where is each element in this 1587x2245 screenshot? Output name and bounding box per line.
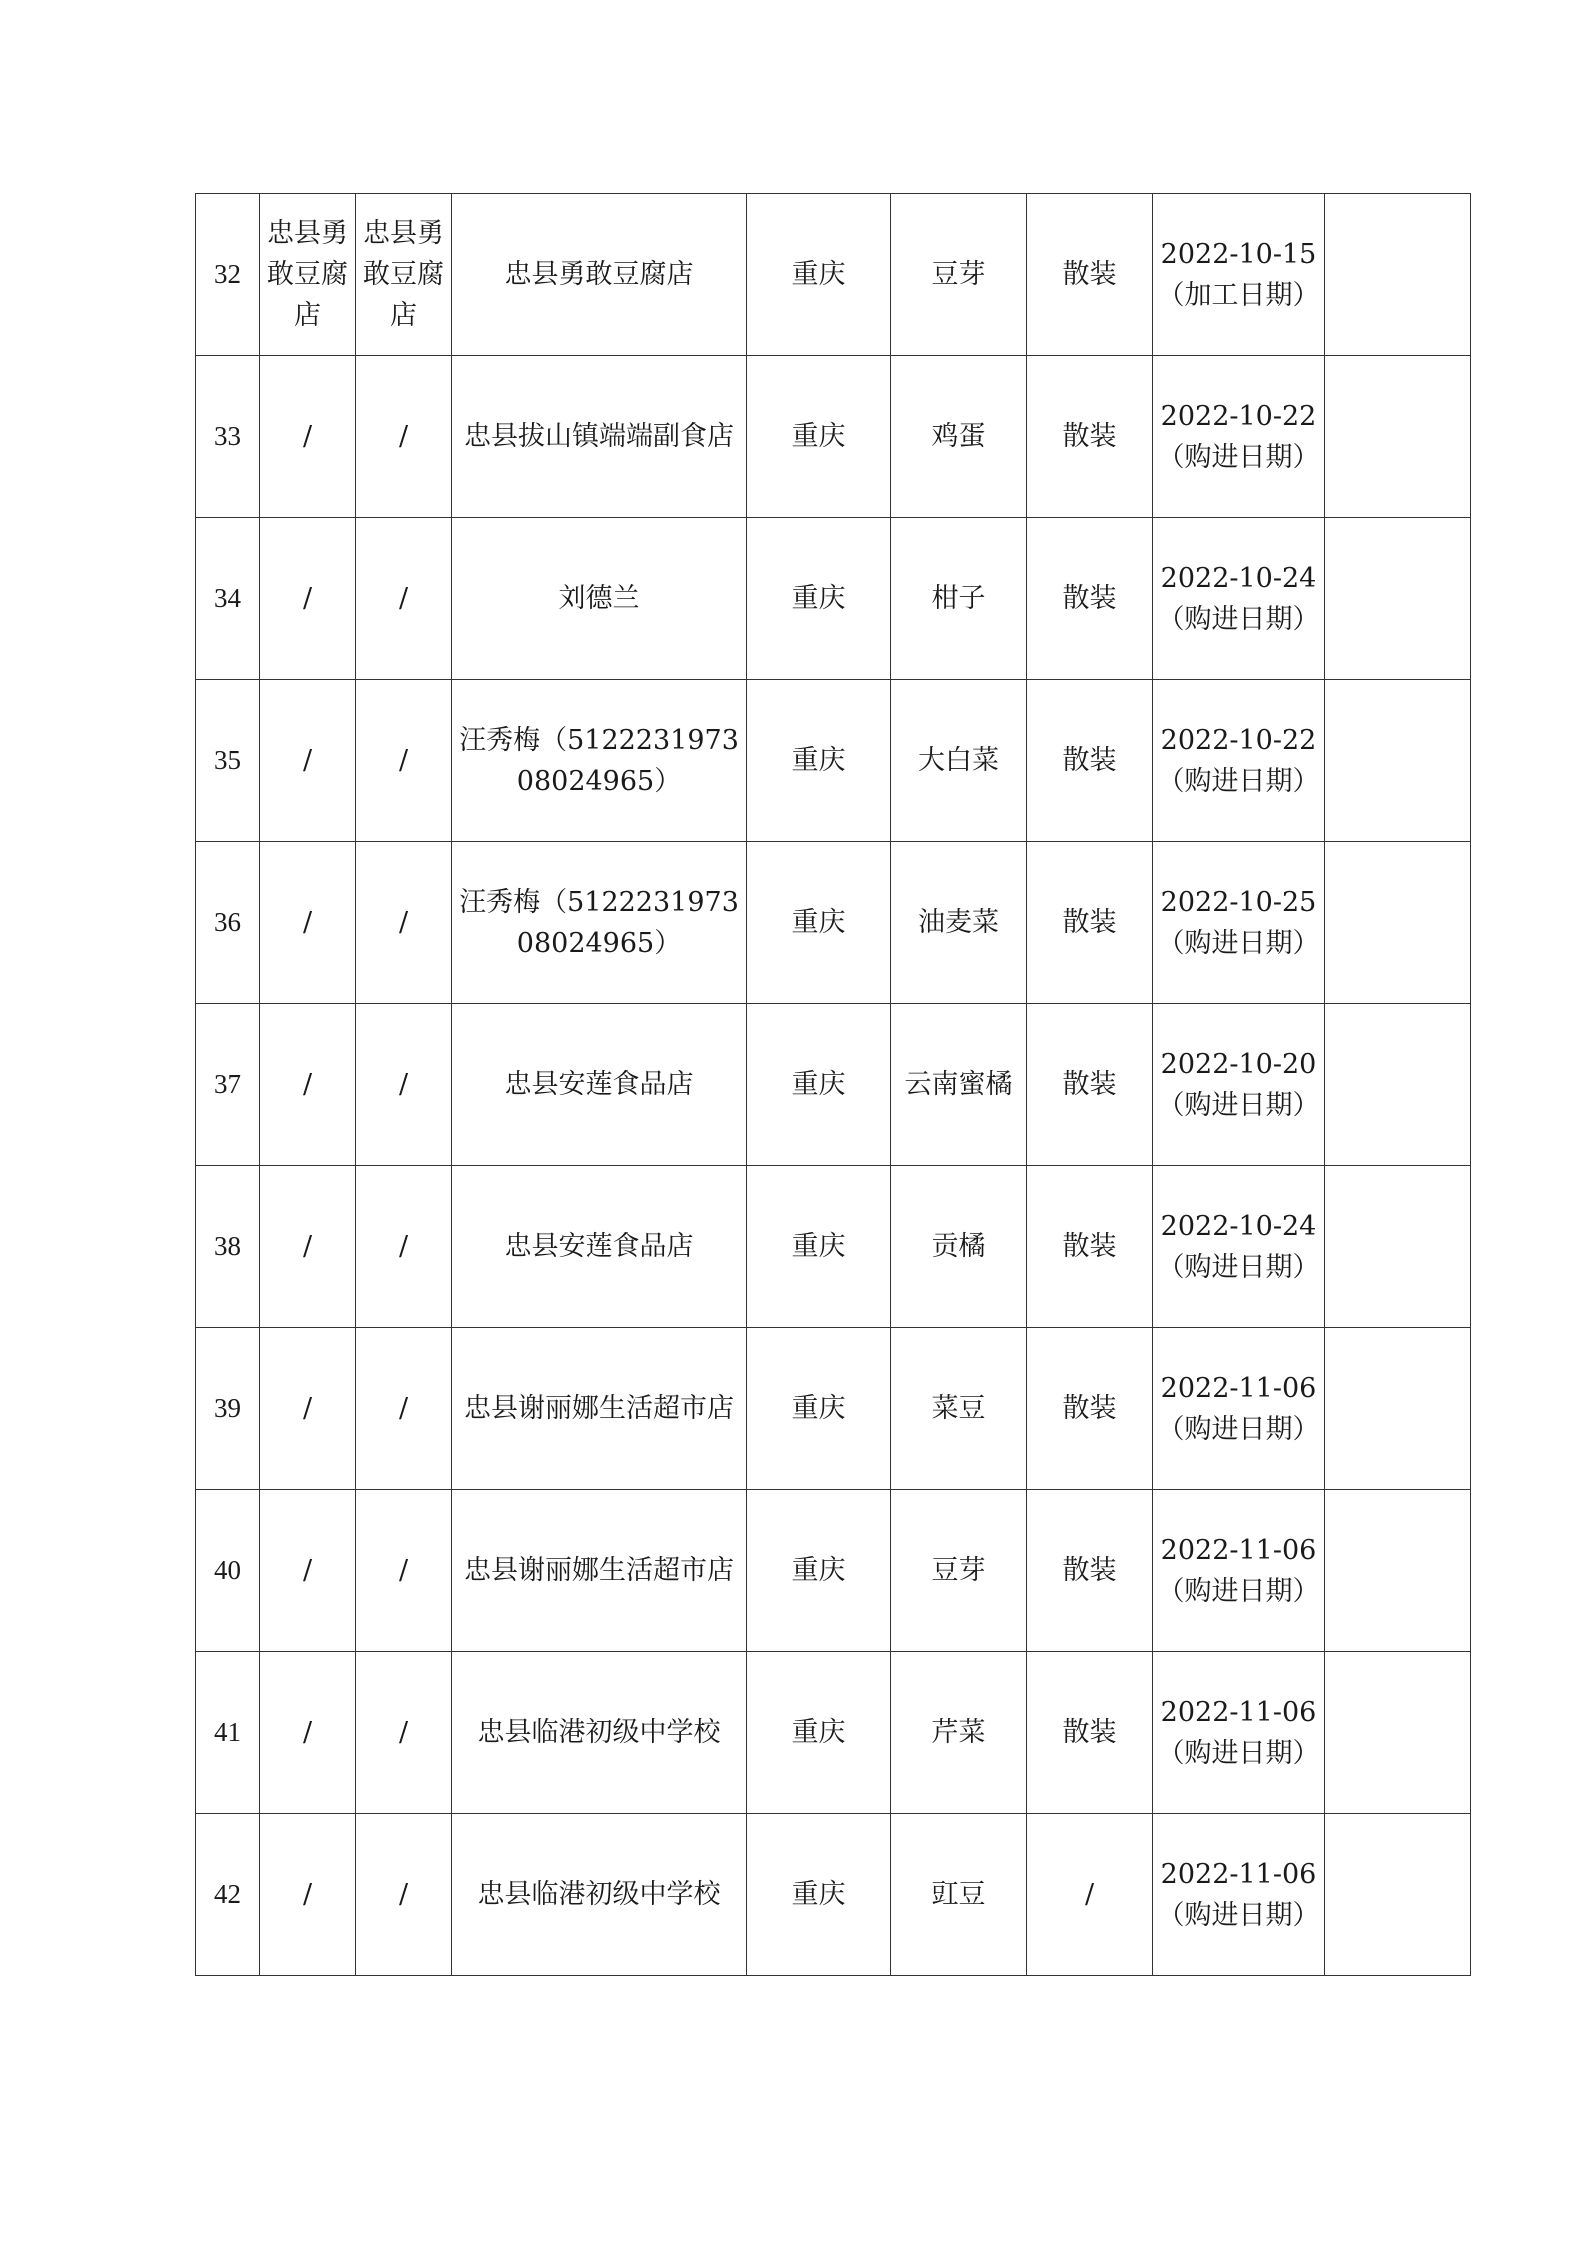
sampling-results-table — [195, 193, 1471, 1976]
producer-name-cell: / — [260, 1652, 356, 1814]
seller-name-cell: 忠县临港初级中学校 — [452, 1814, 747, 1976]
producer-name-cell: / — [260, 680, 356, 842]
sample-name-cell: 贡橘 — [891, 1166, 1027, 1328]
date-value: 2022-10-22 — [1160, 724, 1317, 756]
region-cell: 重庆 — [747, 194, 891, 356]
row-number-cell: 36 — [196, 842, 260, 1004]
row-number-cell: 39 — [196, 1328, 260, 1490]
region-cell: 重庆 — [747, 1814, 891, 1976]
date-value: 2022-10-24 — [1160, 1210, 1317, 1242]
producer-address-cell: / — [356, 1814, 452, 1976]
date-cell — [1153, 1490, 1325, 1652]
remark-cell — [1325, 1652, 1471, 1814]
seller-name-cell: 汪秀梅（512223197308024965） — [452, 842, 747, 1004]
producer-address-cell: / — [356, 680, 452, 842]
remark-cell — [1325, 194, 1471, 356]
producer-address-cell: / — [356, 1328, 452, 1490]
producer-name-cell: / — [260, 1166, 356, 1328]
row-number-cell: 38 — [196, 1166, 260, 1328]
date-cell — [1153, 1328, 1325, 1490]
region-cell: 重庆 — [747, 680, 891, 842]
date-value: 2022-10-24 — [1160, 562, 1317, 594]
remark-cell — [1325, 1814, 1471, 1976]
sample-name-cell: 豆芽 — [891, 1490, 1027, 1652]
spec-cell: 散装 — [1027, 1652, 1153, 1814]
remark-cell — [1325, 1166, 1471, 1328]
date-type-label: （购进日期） — [1157, 1089, 1320, 1121]
date-type-label: （购进日期） — [1157, 1737, 1320, 1769]
date-type-label: （购进日期） — [1157, 1575, 1320, 1607]
seller-name-cell: 忠县谢丽娜生活超市店 — [452, 1328, 747, 1490]
date-cell — [1153, 1814, 1325, 1976]
seller-name-cell: 忠县拔山镇端端副食店 — [452, 356, 747, 518]
remark-cell — [1325, 1328, 1471, 1490]
producer-address-cell: / — [356, 842, 452, 1004]
date-value: 2022-11-06 — [1160, 1858, 1317, 1890]
producer-address-cell: / — [356, 356, 452, 518]
date-cell — [1153, 518, 1325, 680]
table-row — [196, 356, 1471, 518]
producer-name-cell: / — [260, 356, 356, 518]
seller-name-cell: 忠县谢丽娜生活超市店 — [452, 1490, 747, 1652]
table-row — [196, 1490, 1471, 1652]
sample-name-cell: 芹菜 — [891, 1652, 1027, 1814]
row-number-cell: 42 — [196, 1814, 260, 1976]
spec-cell: 散装 — [1027, 518, 1153, 680]
row-number-cell: 40 — [196, 1490, 260, 1652]
row-number-cell: 37 — [196, 1004, 260, 1166]
sample-name-cell: 鸡蛋 — [891, 356, 1027, 518]
producer-address-cell: 忠县勇敢豆腐店 — [356, 194, 452, 356]
producer-address-cell: / — [356, 1166, 452, 1328]
row-number-cell: 33 — [196, 356, 260, 518]
date-value: 2022-11-06 — [1160, 1534, 1317, 1566]
seller-name-cell: 忠县安莲食品店 — [452, 1166, 747, 1328]
date-cell — [1153, 194, 1325, 356]
remark-cell — [1325, 842, 1471, 1004]
date-cell — [1153, 356, 1325, 518]
remark-cell — [1325, 356, 1471, 518]
remark-cell — [1325, 518, 1471, 680]
seller-name-cell: 忠县勇敢豆腐店 — [452, 194, 747, 356]
table-row — [196, 1004, 1471, 1166]
date-value: 2022-10-25 — [1160, 886, 1317, 918]
region-cell: 重庆 — [747, 356, 891, 518]
table-body — [196, 194, 1471, 1976]
producer-name-cell: 忠县勇敢豆腐店 — [260, 194, 356, 356]
sample-name-cell: 菜豆 — [891, 1328, 1027, 1490]
row-number-cell: 41 — [196, 1652, 260, 1814]
sample-name-cell: 豇豆 — [891, 1814, 1027, 1976]
date-value: 2022-11-06 — [1160, 1372, 1317, 1404]
date-type-label: （购进日期） — [1157, 1251, 1320, 1283]
date-cell — [1153, 1004, 1325, 1166]
producer-name-cell: / — [260, 1490, 356, 1652]
spec-cell: / — [1027, 1814, 1153, 1976]
sample-name-cell: 油麦菜 — [891, 842, 1027, 1004]
region-cell: 重庆 — [747, 842, 891, 1004]
date-type-label: （购进日期） — [1157, 927, 1320, 959]
date-cell — [1153, 680, 1325, 842]
spec-cell: 散装 — [1027, 1166, 1153, 1328]
date-type-label: （购进日期） — [1157, 441, 1320, 473]
seller-name-cell: 忠县临港初级中学校 — [452, 1652, 747, 1814]
date-value: 2022-10-22 — [1160, 400, 1317, 432]
seller-name-cell: 刘德兰 — [452, 518, 747, 680]
producer-address-cell: / — [356, 1652, 452, 1814]
sample-name-cell: 柑子 — [891, 518, 1027, 680]
table-row — [196, 194, 1471, 356]
region-cell: 重庆 — [747, 1490, 891, 1652]
spec-cell: 散装 — [1027, 1004, 1153, 1166]
producer-name-cell: / — [260, 1004, 356, 1166]
producer-name-cell: / — [260, 518, 356, 680]
table-row — [196, 518, 1471, 680]
spec-cell: 散装 — [1027, 356, 1153, 518]
region-cell: 重庆 — [747, 1004, 891, 1166]
table-row — [196, 842, 1471, 1004]
table-row — [196, 1166, 1471, 1328]
spec-cell: 散装 — [1027, 680, 1153, 842]
producer-address-cell: / — [356, 1004, 452, 1166]
row-number-cell: 32 — [196, 194, 260, 356]
region-cell: 重庆 — [747, 1652, 891, 1814]
spec-cell: 散装 — [1027, 1328, 1153, 1490]
producer-address-cell: / — [356, 518, 452, 680]
remark-cell — [1325, 1004, 1471, 1166]
spec-cell: 散装 — [1027, 842, 1153, 1004]
table-row — [196, 1328, 1471, 1490]
region-cell: 重庆 — [747, 1166, 891, 1328]
date-cell — [1153, 1166, 1325, 1328]
date-type-label: （购进日期） — [1157, 603, 1320, 635]
seller-name-cell: 忠县安莲食品店 — [452, 1004, 747, 1166]
date-value: 2022-11-06 — [1160, 1696, 1317, 1728]
date-cell — [1153, 1652, 1325, 1814]
table-row — [196, 1652, 1471, 1814]
producer-name-cell: / — [260, 842, 356, 1004]
date-cell — [1153, 842, 1325, 1004]
region-cell: 重庆 — [747, 518, 891, 680]
date-type-label: （加工日期） — [1157, 279, 1320, 311]
row-number-cell: 34 — [196, 518, 260, 680]
producer-name-cell: / — [260, 1814, 356, 1976]
date-type-label: （购进日期） — [1157, 765, 1320, 797]
producer-address-cell: / — [356, 1490, 452, 1652]
producer-name-cell: / — [260, 1328, 356, 1490]
sample-name-cell: 大白菜 — [891, 680, 1027, 842]
table-row — [196, 1814, 1471, 1976]
date-type-label: （购进日期） — [1157, 1899, 1320, 1931]
row-number-cell: 35 — [196, 680, 260, 842]
table-row — [196, 680, 1471, 842]
remark-cell — [1325, 1490, 1471, 1652]
date-type-label: （购进日期） — [1157, 1413, 1320, 1445]
spec-cell: 散装 — [1027, 194, 1153, 356]
sample-name-cell: 云南蜜橘 — [891, 1004, 1027, 1166]
date-value: 2022-10-20 — [1160, 1048, 1317, 1080]
spec-cell: 散装 — [1027, 1490, 1153, 1652]
date-value: 2022-10-15 — [1160, 238, 1317, 270]
remark-cell — [1325, 680, 1471, 842]
sample-name-cell: 豆芽 — [891, 194, 1027, 356]
region-cell: 重庆 — [747, 1328, 891, 1490]
seller-name-cell: 汪秀梅（512223197308024965） — [452, 680, 747, 842]
